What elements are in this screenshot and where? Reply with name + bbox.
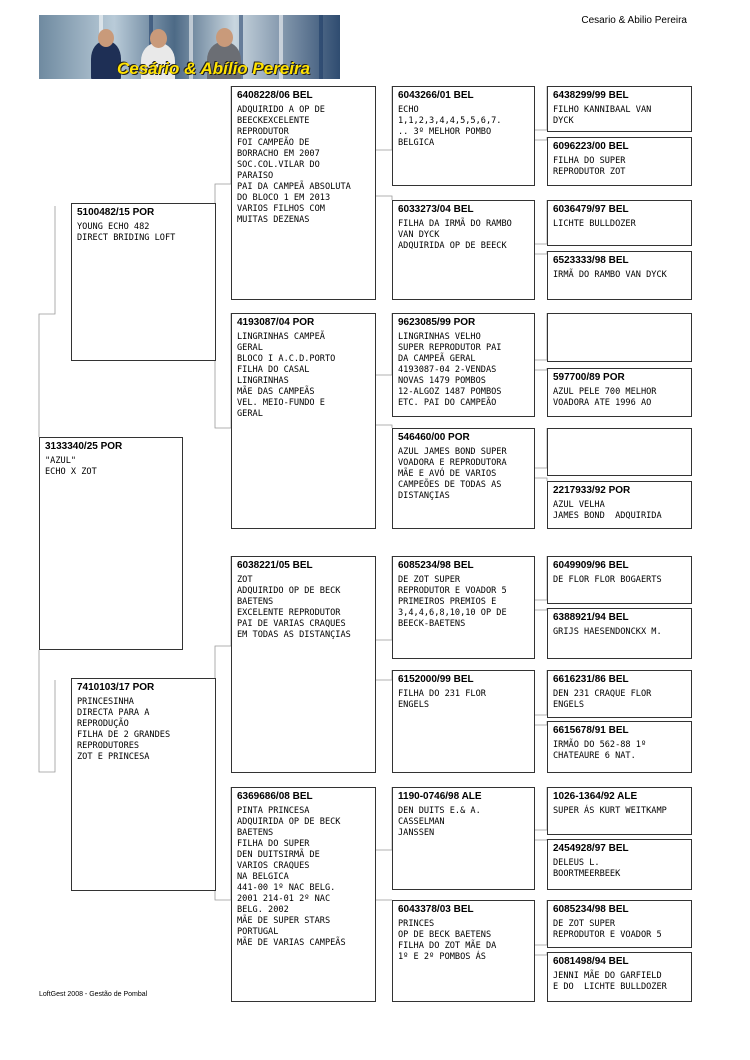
pigeon-description: ZOT ADQUIRIDO OP DE BECK BAETENS EXCELENTE REPRODUTOR PAI DE VARIAS CRAQUES EM TODAS AS DISTANÇIAS: [237, 575, 351, 640]
pigeon-description: PRINCESINHA DIRECTA PARA A REPRODUÇÃO FILHA DE 2 GRANDES REPRODUTORES ZOT E PRINCESA: [77, 697, 171, 762]
pigeon-description: LINGRINHAS VELHO SUPER REPRODUTOR PAI DA CAMPEÃ GERAL 4193087-04 2-VENDAS NOVAS 1479 POMBOS 12-ALGOZ 1487 POMBOS ETC. PAI DO CAMPEÃO: [398, 332, 502, 408]
pigeon-description: DE ZOT SUPER REPRODUTOR E VOADOR 5: [553, 919, 662, 940]
pigeon-description: JENNI MÃE DO GARFIELD E DO LICHTE BULLDOZER: [553, 971, 667, 992]
pigeon-card-gen3[interactable]: [392, 428, 535, 529]
pigeon-description: DEN DUITS E.& A. CASSELMAN JANSSEN: [398, 806, 481, 838]
pigeon-card-gen4-empty[interactable]: [547, 313, 692, 362]
pigeon-card-gen4[interactable]: [547, 608, 692, 659]
pigeon-card-gen4[interactable]: [547, 556, 692, 604]
pigeon-card-gen4[interactable]: [547, 900, 692, 948]
ring-number: 6408228/06 BEL: [237, 90, 313, 101]
pigeon-description: PINTA PRINCESA ADQUIRIDA OP DE BECK BAETENS FILHA DO SUPER DEN DUITSIRMÃ DE VARIOS CRAQUES NA BELGICA 441-00 1º NAC BELG. 2001 214-01 2º NAC BELG. 2002 MÃE DE SUPER STARS PORTUGAL MÃE DE VARIAS CAMPEÃS: [237, 806, 346, 948]
ring-number: 4193087/04 POR: [237, 317, 315, 328]
pigeon-card-gen4[interactable]: [547, 200, 692, 246]
pigeon-card-gen3[interactable]: [392, 900, 535, 1002]
pigeon-card-gen4-empty[interactable]: [547, 428, 692, 476]
pigeon-description: "AZUL" ECHO X ZOT: [45, 456, 97, 477]
pigeon-description: GRIJS HAESENDONCKX M.: [553, 627, 662, 637]
ring-number: 6085234/98 BEL: [398, 560, 474, 571]
pigeon-card-gen4[interactable]: [547, 86, 692, 132]
pigeon-card-gen4[interactable]: [547, 787, 692, 835]
pigeon-description: FILHA DO SUPER REPRODUTOR ZOT: [553, 156, 626, 177]
pigeon-description: SUPER ÁS KURT WEITKAMP: [553, 806, 667, 816]
pigeon-description: FILHA DO 231 FLOR ENGELS: [398, 689, 486, 710]
ring-number: 2217933/92 POR: [553, 485, 631, 496]
pigeon-card-gen4[interactable]: [547, 839, 692, 890]
pigeon-card-grandsire-maternal[interactable]: [231, 556, 376, 773]
pigeon-description: AZUL JAMES BOND SUPER VOADORA E REPRODUTORA MÃE E AVÓ DE VARIOS CAMPEÕES DE TODAS AS DISTANÇIAS: [398, 447, 507, 501]
pigeon-card-gen4[interactable]: [547, 368, 692, 417]
ring-number: 6043378/03 BEL: [398, 904, 474, 915]
ring-number: 5100482/15 POR: [77, 207, 155, 218]
ring-number: 6438299/99 BEL: [553, 90, 629, 101]
pigeon-card-grandsire-paternal[interactable]: [231, 86, 376, 300]
pigeon-description: DELEUS L. BOORTMEERBEEK: [553, 858, 621, 879]
pigeon-card-granddam-maternal[interactable]: [231, 787, 376, 1002]
pigeon-card-gen4[interactable]: [547, 251, 692, 300]
pigeon-description: DE FLOR FLOR BOGAERTS: [553, 575, 662, 585]
pigeon-description: ECHO 1,1,2,3,4,4,5,5,6,7. .. 3º MELHOR POMBO BELGICA: [398, 105, 502, 148]
pigeon-card-subject[interactable]: [39, 437, 183, 650]
pigeon-card-sire[interactable]: [71, 203, 216, 361]
pigeon-card-gen3[interactable]: [392, 313, 535, 417]
pigeon-description: DEN 231 CRAQUE FLOR ENGELS: [553, 689, 652, 710]
pigeon-description: DE ZOT SUPER REPRODUTOR E VOADOR 5 PRIMEIROS PREMIOS E 3,4,4,6,8,10,10 OP DE BEECK-BAETENS: [398, 575, 507, 629]
pigeon-description: LICHTE BULLDOZER: [553, 219, 636, 229]
pigeon-description: IRMÃ DO RAMBO VAN DYCK: [553, 270, 667, 280]
ring-number: 6369686/08 BEL: [237, 791, 313, 802]
pigeon-card-gen4[interactable]: [547, 137, 692, 186]
banner-title: Cesário & Abílio Pereira: [117, 59, 311, 78]
ring-number: 6152000/99 BEL: [398, 674, 474, 685]
ring-number: 1026-1364/92 ALE: [553, 791, 638, 802]
ring-number: 6049909/96 BEL: [553, 560, 629, 571]
ring-number: 3133340/25 POR: [45, 441, 123, 452]
ring-number: 6096223/00 BEL: [553, 141, 629, 152]
pigeon-card-dam[interactable]: [71, 678, 216, 891]
ring-number: 6616231/86 BEL: [553, 674, 629, 685]
pigeon-description: FILHO KANNIBAAL VAN DYCK: [553, 105, 652, 126]
pigeon-description: AZUL PELE 700 MELHOR VOADORA ATE 1996 AO: [553, 387, 657, 408]
ring-number: 7410103/17 POR: [77, 682, 155, 693]
breeder-banner-photo: [39, 15, 340, 79]
pigeon-card-gen4[interactable]: [547, 481, 692, 529]
ring-number: 546460/00 POR: [398, 432, 470, 443]
pigeon-card-gen3[interactable]: [392, 86, 535, 186]
ring-number: 6036479/97 BEL: [553, 204, 629, 215]
ring-number: 1190-0746/98 ALE: [398, 791, 482, 802]
ring-number: 6081498/94 BEL: [553, 956, 629, 967]
ring-number: 597700/89 POR: [553, 372, 625, 383]
pigeon-card-gen3[interactable]: [392, 787, 535, 890]
ring-number: 6043266/01 BEL: [398, 90, 474, 101]
ring-number: 6085234/98 BEL: [553, 904, 629, 915]
pigeon-card-gen3[interactable]: [392, 556, 535, 659]
pigeon-description: PRINCES OP DE BECK BAETENS FILHA DO ZOT MÃE DA 1º E 2º POMBOS ÁS: [398, 919, 497, 962]
pigeon-card-gen4[interactable]: [547, 670, 692, 718]
pigeon-description: AZUL VELHA JAMES BOND ADQUIRIDA: [553, 500, 662, 521]
pigeon-description: LINGRINHAS CAMPEÃ GERAL BLOCO I A.C.D.PORTO FILHA DO CASAL LINGRINHAS MÃE DAS CAMPEÃS VEL. MEIO-FUNDO E GERAL: [237, 332, 336, 419]
ring-number: 6523333/98 BEL: [553, 255, 629, 266]
pigeon-card-gen4[interactable]: [547, 952, 692, 1002]
pigeon-card-granddam-paternal[interactable]: [231, 313, 376, 529]
ring-number: 6033273/04 BEL: [398, 204, 474, 215]
footer-credit: LoftGest 2008 - Gestão de Pombal: [39, 991, 148, 998]
ring-number: 9623085/99 POR: [398, 317, 476, 328]
ring-number: 2454928/97 BEL: [553, 843, 629, 854]
pigeon-description: ADQUIRIDO A OP DE BEECKEXCELENTE REPRODUTOR FOI CAMPEÃO DE BORRACHO EM 2007 SOC.COL.VILAR DO PARAISO PAI DA CAMPEÃ ABSOLUTA DO BLOCO 1 EM 2013 VARIOS FILHOS COM MUITAS DEZENAS: [237, 105, 351, 225]
pigeon-description: FILHA DA IRMÃ DO RAMBO VAN DYCK ADQUIRIDA OP DE BEECK: [398, 219, 512, 251]
ring-number: 6615678/91 BEL: [553, 725, 629, 736]
ring-number: 6038221/05 BEL: [237, 560, 313, 571]
pigeon-card-gen4[interactable]: [547, 721, 692, 773]
pigeon-description: IRMÃO DO 562-88 1º CHATEAURE 6 NAT.: [553, 740, 647, 761]
pigeon-card-gen3[interactable]: [392, 670, 535, 773]
ring-number: 6388921/94 BEL: [553, 612, 629, 623]
pigeon-description: YOUNG ECHO 482 DIRECT BRIDING LOFT: [77, 222, 176, 243]
owner-name: Cesario & Abilio Pereira: [581, 15, 687, 26]
pigeon-card-gen3[interactable]: [392, 200, 535, 300]
